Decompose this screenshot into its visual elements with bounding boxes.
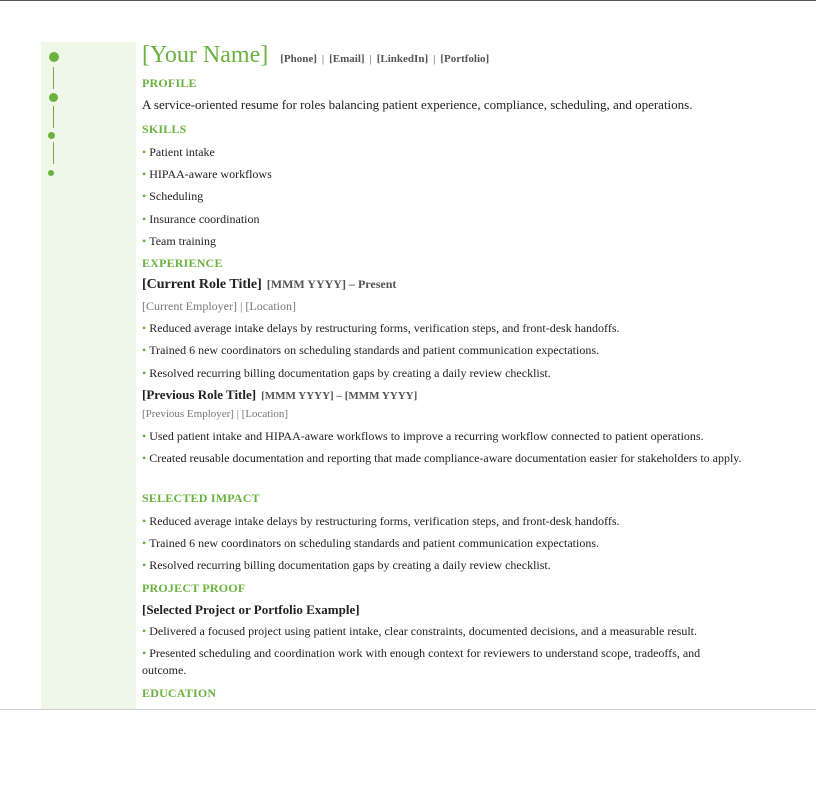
- bottom-border: [0, 709, 816, 710]
- timeline-dot-icon: [48, 170, 54, 176]
- contact-line: [280, 53, 489, 65]
- section-title-profile: PROFILE: [142, 76, 197, 90]
- section-title-skills: SKILLS: [142, 122, 187, 136]
- bullet-icon: •: [142, 451, 147, 465]
- skill-text: Scheduling: [149, 189, 204, 203]
- timeline-line: [53, 142, 54, 164]
- bullet-icon: •: [142, 321, 147, 335]
- section-title-impact: SELECTED IMPACT: [142, 491, 260, 505]
- impact-bullet: [142, 558, 551, 573]
- role-employer: [Current Employer] | [Location]: [142, 299, 297, 313]
- skill-text: Insurance coordination: [149, 212, 260, 226]
- experience-bullet: [142, 429, 704, 444]
- role-dates: [MMM YYYY] – [MMM YYYY]: [261, 390, 418, 402]
- contact-separator: |: [321, 53, 325, 65]
- bullet-text: Used patient intake and HIPAA-aware workflows to improve a recurring workflow connected to patient operations.: [149, 429, 704, 443]
- bullet-icon: •: [142, 558, 147, 572]
- impact-bullet: [142, 514, 620, 529]
- experience-bullet: [142, 321, 620, 336]
- contact-phone: [Phone]: [280, 53, 317, 65]
- section-title-education: EDUCATION: [142, 686, 217, 700]
- bullet-text: Trained 6 new coordinators on scheduling standards and patient communication expectations.: [149, 343, 599, 357]
- contact-portfolio: [Portfolio]: [440, 53, 490, 65]
- timeline-line: [53, 106, 54, 128]
- role-dates: [MMM YYYY] – Present: [266, 277, 397, 291]
- bullet-icon: •: [142, 624, 147, 638]
- bullet-text: Trained 6 new coordinators on scheduling standards and patient communication expectations.: [149, 536, 599, 550]
- bullet-icon: •: [142, 145, 147, 159]
- section-title-project: PROJECT PROOF: [142, 581, 246, 595]
- contact-linkedin: [LinkedIn]: [376, 53, 429, 65]
- role-employer: [Previous Employer] | [Location]: [142, 408, 289, 420]
- profile-text: A service-oriented resume for roles balancing patient experience, compliance, scheduling, and operations.: [142, 97, 693, 112]
- top-border: [0, 0, 816, 1]
- bullet-icon: •: [142, 189, 147, 203]
- bullet-icon: •: [142, 343, 147, 357]
- skill-text: Team training: [149, 234, 217, 248]
- experience-bullet: [142, 450, 747, 467]
- skill-text: Patient intake: [149, 145, 215, 159]
- bullet-icon: •: [142, 429, 147, 443]
- timeline-line: [53, 67, 54, 89]
- role-title-text: [Previous Role Title]: [142, 387, 257, 402]
- experience-bullet: [142, 343, 599, 358]
- bullet-icon: •: [142, 212, 147, 226]
- skill-item: [142, 145, 215, 160]
- role-title: [142, 277, 396, 293]
- bullet-icon: •: [142, 234, 147, 248]
- skill-item: [142, 189, 203, 204]
- bullet-text: Reduced average intake delays by restructuring forms, verification steps, and front-desk handoffs.: [149, 514, 620, 528]
- bullet-text: Resolved recurring billing documentation gaps by creating a daily review checklist.: [149, 558, 551, 572]
- bullet-icon: •: [142, 366, 147, 380]
- bullet-text: Reduced average intake delays by restructuring forms, verification steps, and front-desk handoffs.: [149, 321, 620, 335]
- role-title: [142, 387, 417, 403]
- bullet-icon: •: [142, 646, 147, 660]
- skill-item: [142, 234, 216, 249]
- bullet-text: Created reusable documentation and reporting that made compliance-aware documentation easier for stakeholders to apply.: [149, 451, 742, 465]
- project-bullet: [142, 645, 747, 679]
- bullet-text: Presented scheduling and coordination work with enough context for reviewers to understand scope, tradeoffs, and outcome.: [142, 646, 701, 677]
- header: [142, 42, 489, 69]
- timeline-dot-icon: [48, 132, 55, 139]
- bullet-icon: •: [142, 536, 147, 550]
- contact-email: [Email]: [329, 53, 365, 65]
- role-title-text: [Current Role Title]: [142, 277, 262, 292]
- skill-text: HIPAA-aware workflows: [149, 167, 272, 181]
- impact-bullet: [142, 536, 599, 551]
- sidebar-timeline: [41, 42, 136, 709]
- bullet-icon: •: [142, 167, 147, 181]
- timeline-dot-icon: [49, 93, 58, 102]
- experience-bullet: [142, 366, 551, 381]
- contact-separator: |: [369, 53, 372, 65]
- project-name: [Selected Project or Portfolio Example]: [142, 602, 360, 617]
- contact-separator: |: [433, 53, 436, 65]
- project-bullet: [142, 624, 697, 639]
- skill-item: [142, 212, 260, 227]
- skill-item: [142, 167, 272, 182]
- candidate-name: [Your Name]: [142, 42, 269, 68]
- bullet-icon: •: [142, 514, 147, 528]
- bullet-text: Resolved recurring billing documentation gaps by creating a daily review checklist.: [149, 366, 551, 380]
- timeline-dot-icon: [49, 52, 59, 62]
- bullet-text: Delivered a focused project using patient intake, clear constraints, documented decisions, and a measurable result.: [149, 624, 698, 638]
- section-title-experience: EXPERIENCE: [142, 256, 223, 270]
